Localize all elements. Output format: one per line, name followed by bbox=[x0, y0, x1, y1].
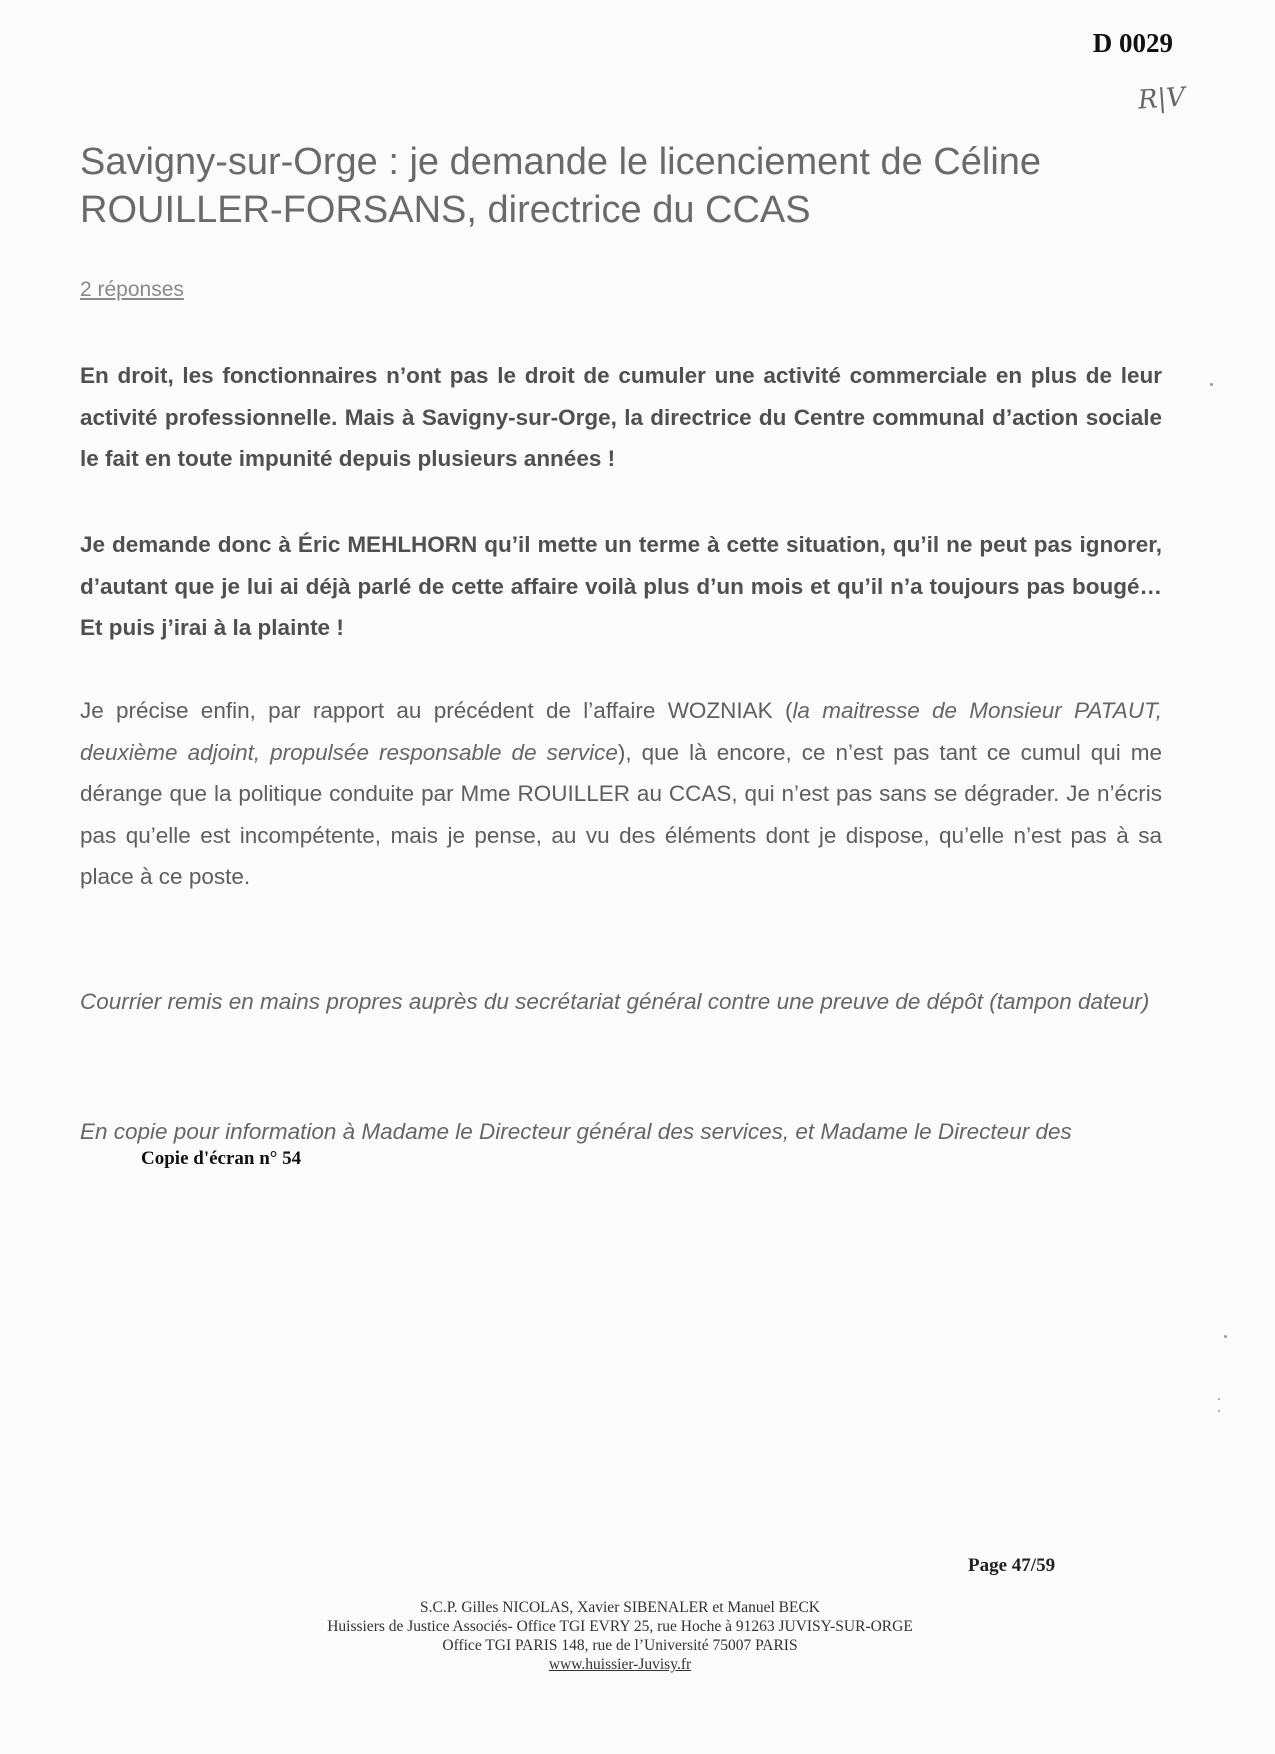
paragraph-intro: En droit, les fonctionnaires n’ont pas le droit de cumuler une activité commerciale en plus de leur activité professionnelle. Mais à Savigny-sur-Orge, la directrice du Centre communal d’action sociale le fait en toute impunité depuis plusieurs années ! bbox=[80, 363, 1162, 471]
article-title: Savigny-sur-Orge : je demande le licenciement de Céline ROUILLER-FORSANS, directrice du CCAS bbox=[80, 141, 1042, 231]
paragraph-copy-note: En copie pour information à Madame le Directeur général des services, et Madame le Directeur des bbox=[80, 1119, 1072, 1144]
footer-website-link[interactable]: www.huissier-Juvisy.fr bbox=[548, 1656, 692, 1673]
footer-line-paris-office: Office TGI PARIS 148, rue de l’Université 75007 PARIS bbox=[442, 1637, 798, 1654]
paragraph-delivery-note: Courrier remis en mains propres auprès du secrétariat général contre une preuve de dépôt (tampon dateur) bbox=[80, 989, 1150, 1014]
footer bbox=[200, 1598, 1040, 1674]
scan-speck bbox=[1210, 383, 1213, 386]
paragraph-details-text-2: ), que là encore, ce n’est pas tant ce cumul qui me dérange que la politique conduite par Mme ROUILLER au CCAS, qui n’est pas sans se dégrader. Je n’écris pas qu’elle est incompétente, mais je pense, au vu des éléments dont je dispose, qu’elle n’est pas à sa place à ce poste. bbox=[80, 739, 1162, 889]
paragraph-demand: Je demande donc à Éric MEHLHORN qu’il mette un terme à cette situation, qu’il ne peut pas ignorer, d’autant que je lui ai déjà parlé de cette affaire voilà plus d’un mois et qu’il n’a toujours pas bougé… Et puis j’irai à la plainte ! bbox=[80, 532, 1162, 640]
handwritten-initials: R|V bbox=[1137, 82, 1187, 116]
document-reference: D 0029 bbox=[1092, 28, 1173, 58]
paragraph-details-italic: la maitresse de Monsieur PATAUT, deuxième adjoint, propulsée responsable de service bbox=[80, 698, 1162, 765]
paragraph-details-text-1: Je précise enfin, par rapport au précédent de l’affaire WOZNIAK ( bbox=[80, 698, 793, 723]
replies-link[interactable]: 2 réponses bbox=[80, 278, 184, 301]
footer-line-address: Huissiers de Justice Associés- Office TGI EVRY 25, rue Hoche à 91263 JUVISY-SUR-ORGE bbox=[327, 1618, 913, 1635]
scan-speck bbox=[1224, 1335, 1227, 1338]
paragraph-details bbox=[80, 690, 1162, 898]
scan-speck bbox=[1218, 1398, 1220, 1400]
page-number: Page 47/59 bbox=[968, 1555, 1056, 1576]
footer-line-firm: S.C.P. Gilles NICOLAS, Xavier SIBENALER et Manuel BECK bbox=[420, 1599, 820, 1616]
screenshot-caption: Copie d'écran n° 54 bbox=[141, 1148, 302, 1169]
scan-speck bbox=[1218, 1410, 1220, 1412]
